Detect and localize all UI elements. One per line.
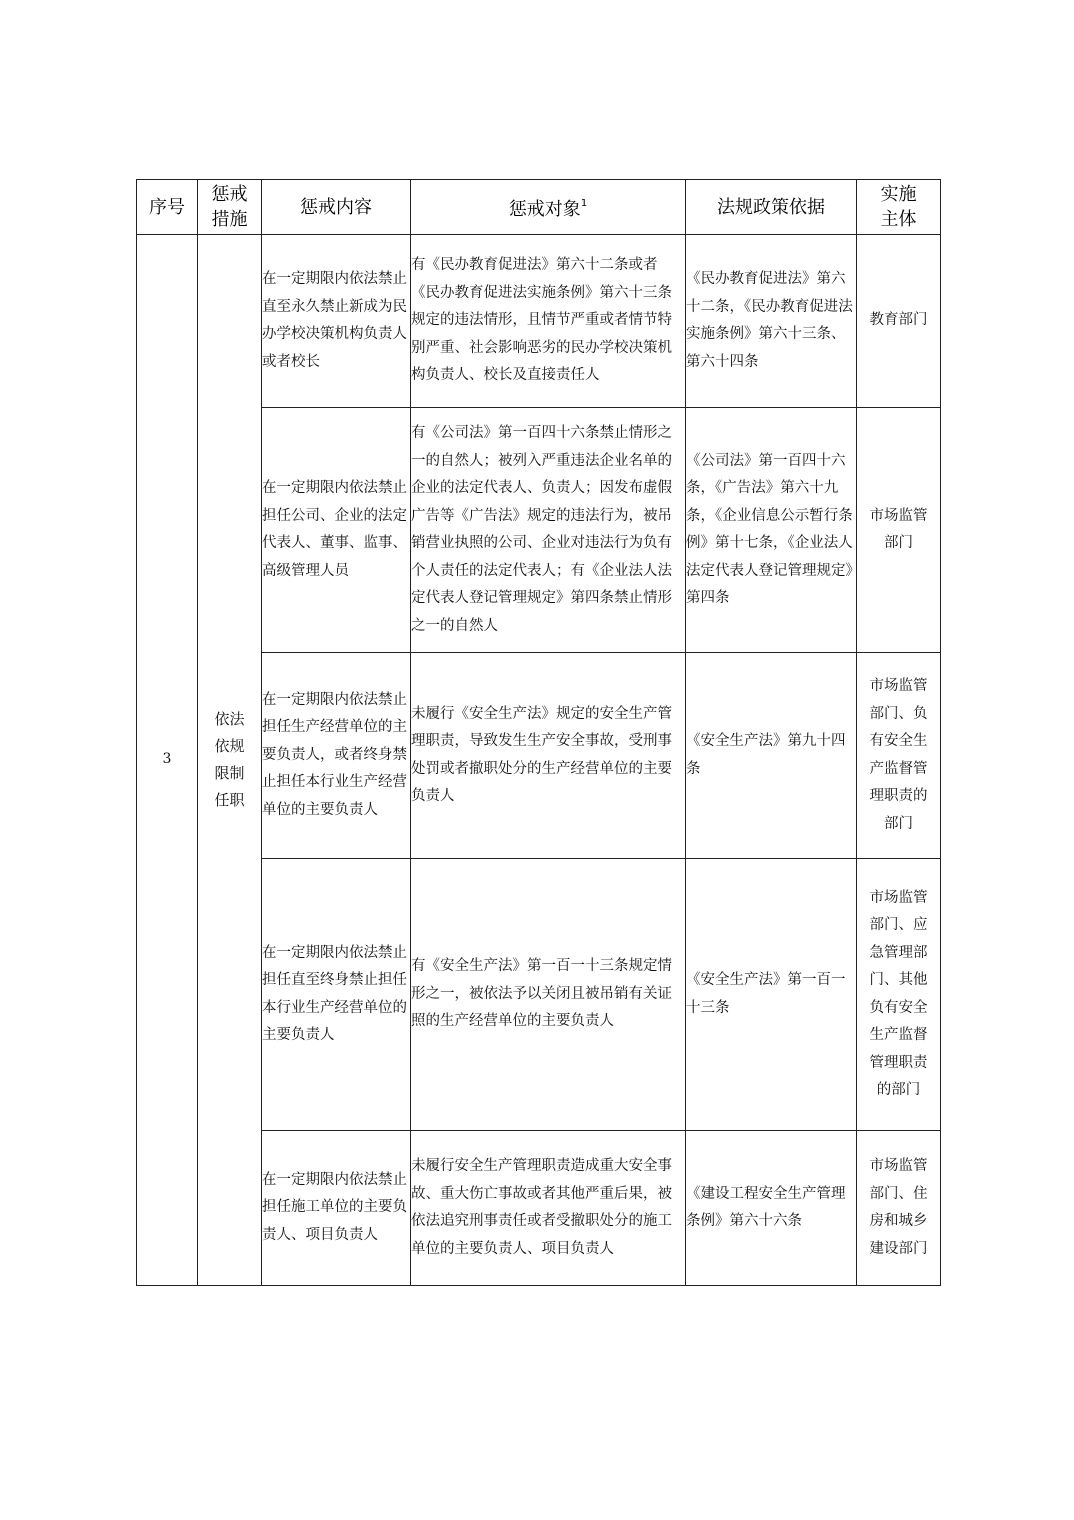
basis-cell: 《公司法》第一百四十六条，《广告法》第六十九条，《企业信息公示暂行条例》第十七条，《企业法人法定代表人登记管理规定》第四条 (686, 408, 857, 653)
authority-cell: 市场监管部门 (857, 408, 941, 653)
table-row (137, 235, 941, 408)
basis-cell: 《民办教育促进法》第六十二条，《民办教育促进法实施条例》第六十三条、第六十四条 (686, 235, 857, 408)
basis-cell: 《建设工程安全生产管理条例》第六十六条 (686, 1131, 857, 1286)
basis-cell: 《安全生产法》第九十四条 (686, 653, 857, 859)
authority-cell: 市场监管部门、负有安全生产监督管理职责的部门 (857, 653, 941, 859)
header-target: 惩戒对象$^1$ (411, 180, 686, 235)
header-seq: 序号 (137, 180, 198, 235)
header-basis: 法规政策依据 (686, 180, 857, 235)
footnote-marker: 1 (580, 197, 588, 209)
table-header-row (137, 180, 941, 235)
target-cell: 有《民办教育促进法》第六十二条或者《民办教育促进法实施条例》第六十三条规定的违法情形，且情节严重或者情节特别严重、社会影响恶劣的民办学校决策机构负责人、校长及直接责任人 (411, 235, 686, 408)
content-cell: 在一定期限内依法禁止担任生产经营单位的主要负责人，或者终身禁止担任本行业生产经营单位的主要负责人 (262, 653, 411, 859)
seq-cell: 3 (137, 235, 198, 1286)
content-cell: 在一定期限内依法禁止担任施工单位的主要负责人、项目负责人 (262, 1131, 411, 1286)
authority-cell: 市场监管部门、应急管理部门、其他负有安全生产监督管理职责的部门 (857, 859, 941, 1131)
header-content: 惩戒内容 (262, 180, 411, 235)
punishment-table (136, 179, 941, 1286)
target-cell: 未履行《安全生产法》规定的安全生产管理职责，导致发生生产安全事故，受刑事处罚或者撤职处分的生产经营单位的主要负责人 (411, 653, 686, 859)
content-cell: 在一定期限内依法禁止担任公司、企业的法定代表人、董事、监事、高级管理人员 (262, 408, 411, 653)
target-cell: 有《安全生产法》第一百一十三条规定情形之一，被依法予以关闭且被吊销有关证照的生产经营单位的主要负责人 (411, 859, 686, 1131)
target-cell: 未履行安全生产管理职责造成重大安全事故、重大伤亡事故或者其他严重后果，被依法追究刑事责任或者受撤职处分的施工单位的主要负责人、项目负责人 (411, 1131, 686, 1286)
basis-cell: 《安全生产法》第一百一十三条 (686, 859, 857, 1131)
content-cell: 在一定期限内依法禁止担任直至终身禁止担任本行业生产经营单位的主要负责人 (262, 859, 411, 1131)
measure-cell: 依法依规限制任职 (198, 235, 262, 1286)
authority-cell: 市场监管部门、住房和城乡建设部门 (857, 1131, 941, 1286)
authority-cell: 教育部门 (857, 235, 941, 408)
header-authority: 实施主体 (857, 180, 941, 235)
content-cell: 在一定期限内依法禁止直至永久禁止新成为民办学校决策机构负责人或者校长 (262, 235, 411, 408)
header-measure: 惩戒措施 (198, 180, 262, 235)
target-cell: 有《公司法》第一百四十六条禁止情形之一的自然人；被列入严重违法企业名单的企业的法定代表人、负责人；因发布虚假广告等《广告法》规定的违法行为，被吊销营业执照的公司、企业对违法行为负有个人责任的法定代表人；有《企业法人法定代表人登记管理规定》第四条禁止情形之一的自然人 (411, 408, 686, 653)
